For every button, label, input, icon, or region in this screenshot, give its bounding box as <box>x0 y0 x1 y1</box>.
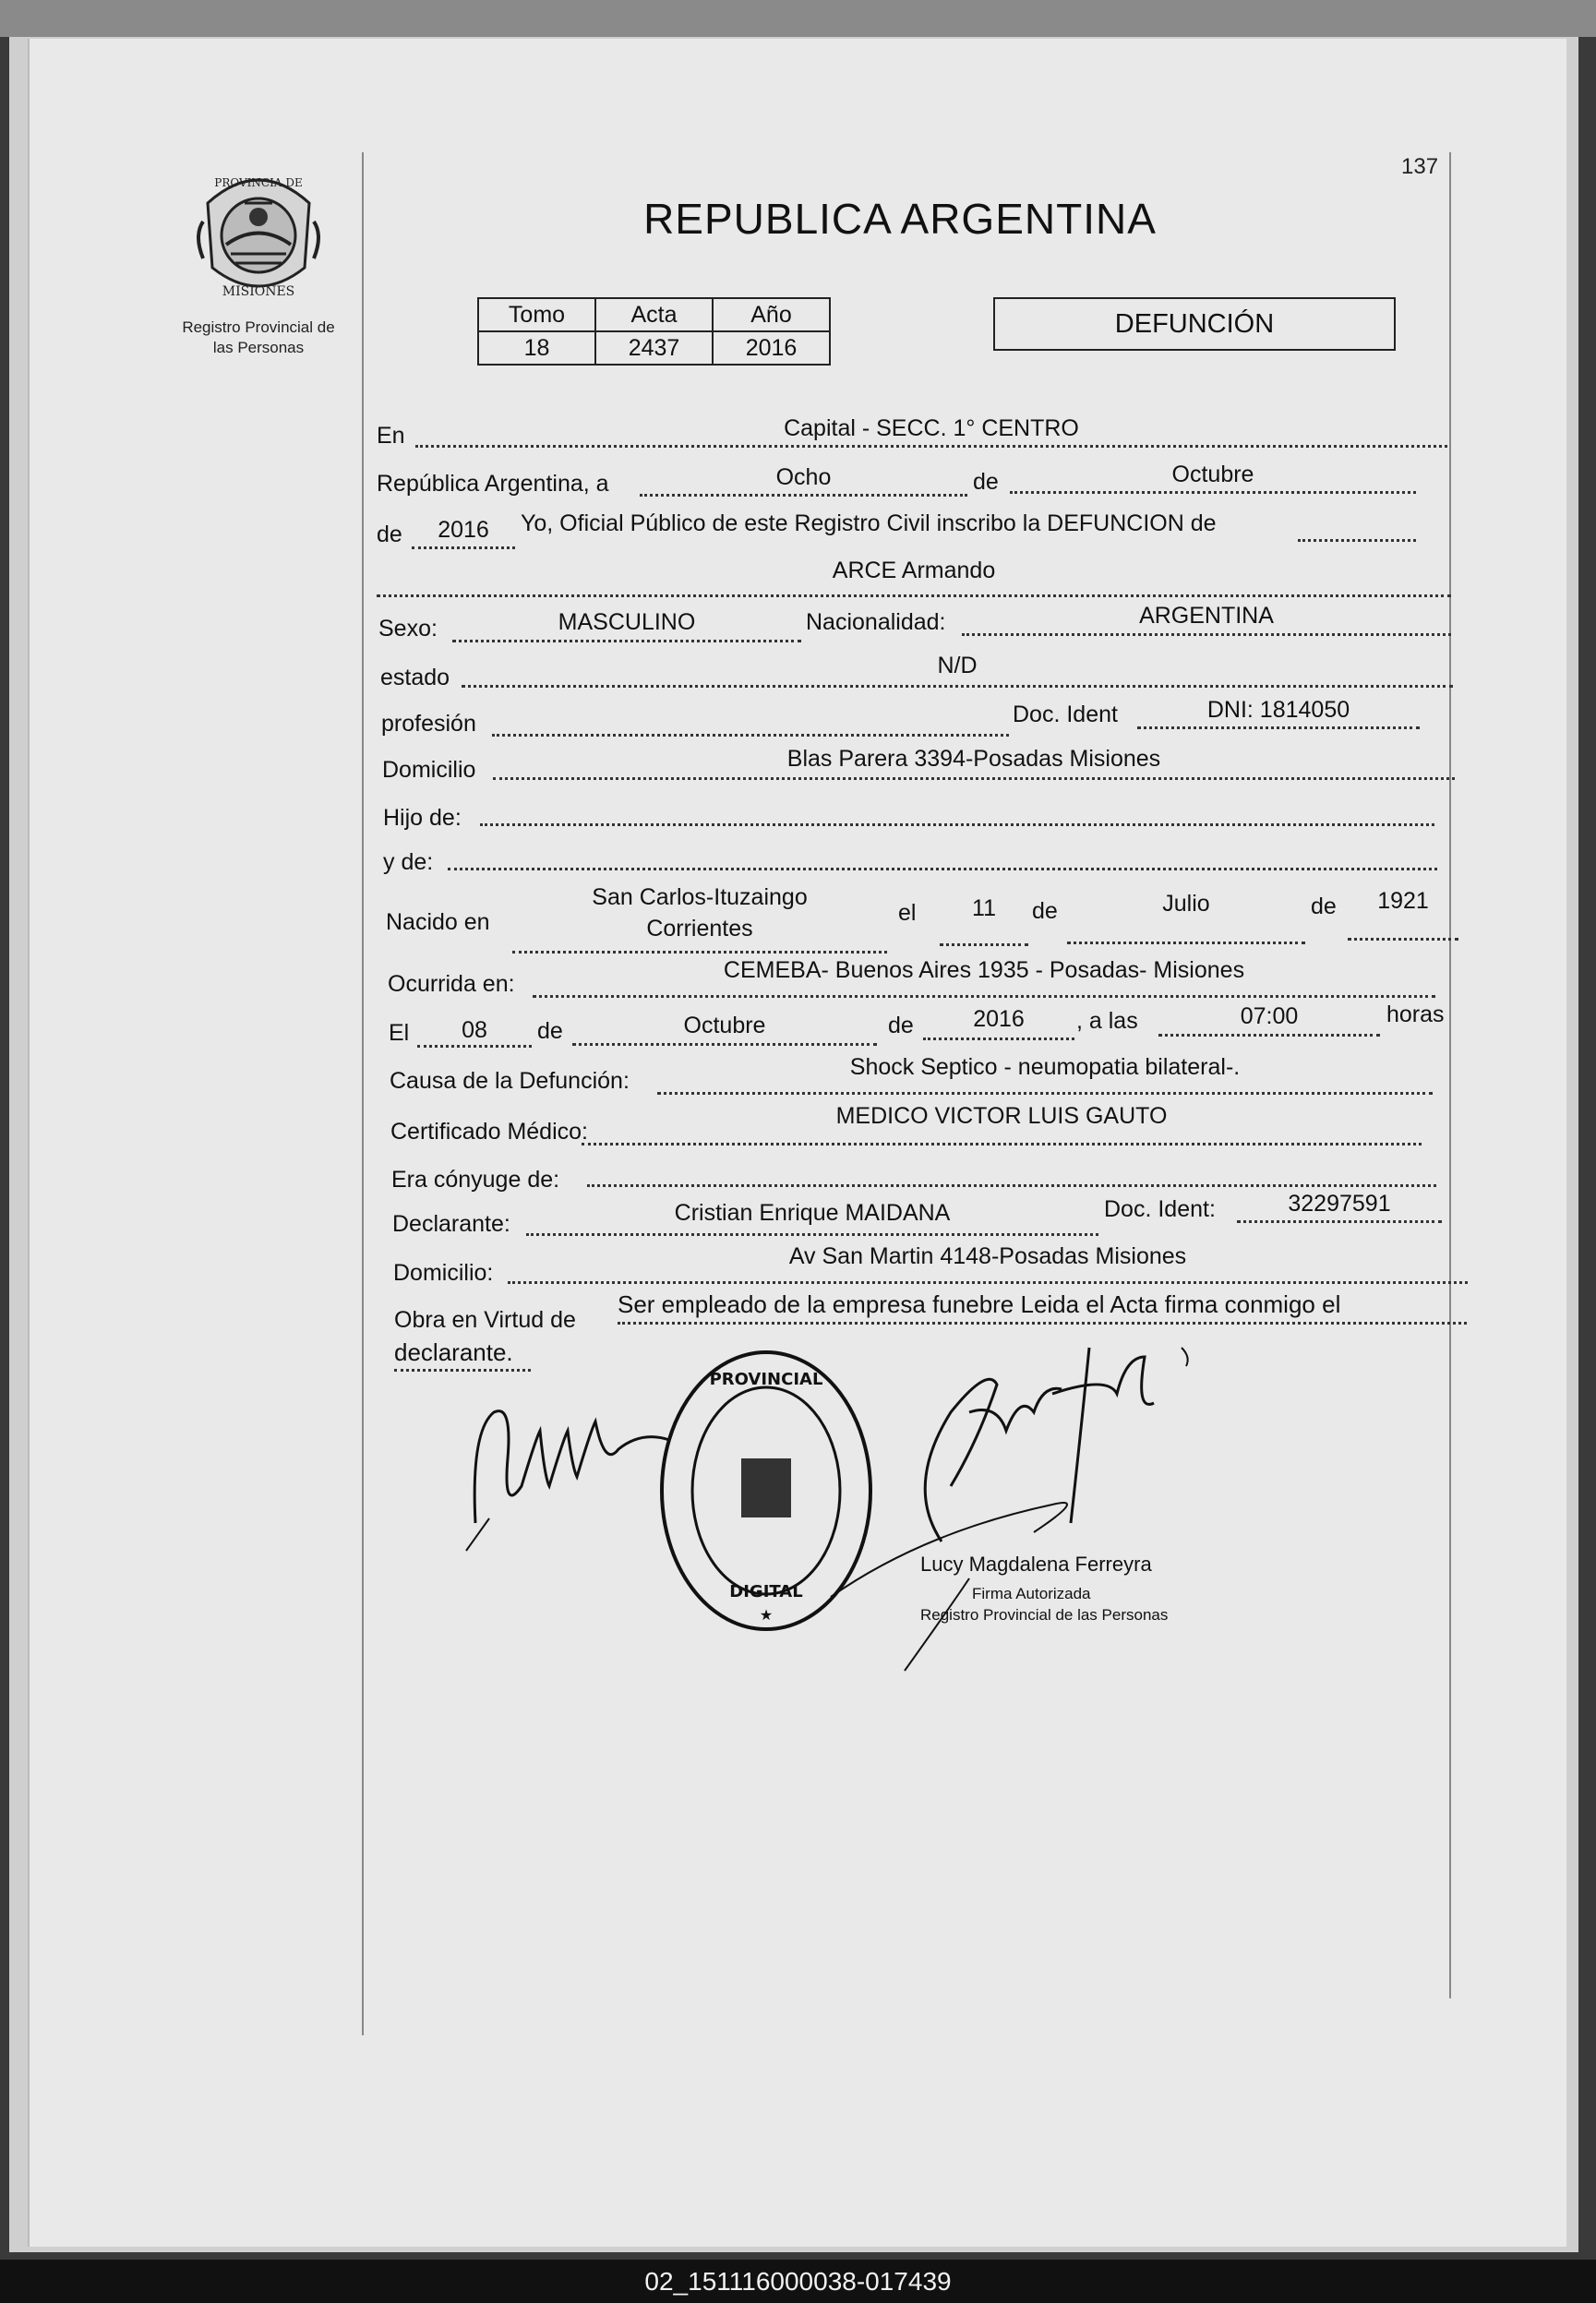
ocurrida-line <box>533 995 1435 998</box>
svg-text:MISIONES: MISIONES <box>222 284 295 299</box>
certificado-value: MEDICO VICTOR LUIS GAUTO <box>835 1103 1168 1129</box>
day-value: Ocho <box>775 464 832 490</box>
sexo-label: Sexo: <box>378 616 438 642</box>
death-year: 2016 <box>973 1006 1025 1032</box>
svg-text:PROVINCIAL: PROVINCIAL <box>709 1370 823 1389</box>
conyuge-label: Era cónyuge de: <box>391 1167 560 1193</box>
doc-ident-label-2: Doc. Ident: <box>1104 1196 1216 1222</box>
nacionalidad-value: ARGENTINA <box>1139 603 1274 629</box>
y-de-line <box>448 868 1437 870</box>
doc-ident-label: Doc. Ident <box>1013 702 1118 727</box>
day-line <box>640 494 967 497</box>
reference-table-header-row <box>478 298 830 331</box>
header-anio: Año <box>713 298 830 331</box>
doc-ident-line-2 <box>1237 1220 1442 1223</box>
el-label-2: El <box>389 1020 410 1046</box>
conyuge-line <box>587 1184 1436 1187</box>
death-month-line <box>572 1043 877 1046</box>
registry-label-line2: las Personas <box>212 339 305 356</box>
causa-line <box>657 1092 1433 1095</box>
svg-text:PROVINCIA DE: PROVINCIA DE <box>214 176 303 189</box>
profesion-label: profesión <box>381 711 476 737</box>
estado-label: estado <box>380 665 450 690</box>
death-day: 08 <box>462 1017 487 1043</box>
background-top <box>0 0 1596 37</box>
birth-day: 11 <box>972 895 996 921</box>
nacionalidad-label: Nacionalidad: <box>806 609 946 635</box>
birthplace-line <box>512 951 887 954</box>
de-label-4: de <box>1311 894 1337 919</box>
value-anio: 2016 <box>713 331 830 365</box>
domicilio-value: Blas Parera 3394-Posadas Misiones <box>786 746 1161 772</box>
birth-day-line <box>940 943 1028 946</box>
y-de-label: y de: <box>383 849 434 875</box>
declarante-line <box>526 1233 1098 1236</box>
declarant-signature <box>457 1375 678 1560</box>
header-acta: Acta <box>595 298 713 331</box>
reference-table <box>477 297 831 366</box>
death-year-line <box>923 1038 1074 1040</box>
record-type-box: DEFUNCIÓN <box>993 297 1396 351</box>
obra-value: Ser empleado de la empresa funebre Leida el Acta firma conmigo el <box>618 1290 1341 1318</box>
name-line <box>377 594 1451 597</box>
el-label: el <box>898 900 917 926</box>
nacido-label: Nacido en <box>386 909 490 935</box>
de-label-5: de <box>537 1018 563 1044</box>
ocurrida-value: CEMEBA- Buenos Aires 1935 - Posadas- Misiones <box>723 957 1245 983</box>
svg-text:DIGITAL: DIGITAL <box>729 1582 803 1601</box>
domicilio-value-2: Av San Martin 4148-Posadas Misiones <box>788 1243 1187 1269</box>
doc-ident-value: DNI: 1814050 <box>1206 697 1350 723</box>
reference-table-value-row <box>478 331 830 365</box>
page-title: REPUBLICA ARGENTINA <box>643 195 1157 243</box>
signatory-role: Firma Autorizada <box>972 1585 1091 1602</box>
yo-text: Yo, Oficial Público de este Registro Civil inscribo la DEFUNCION de <box>521 510 1217 536</box>
registry-label-line1: Registro Provincial de <box>182 318 335 336</box>
en-value: Capital - SECC. 1° CENTRO <box>784 415 1079 441</box>
hijo-label: Hijo de: <box>383 805 462 831</box>
page-number: 137 <box>1401 154 1439 179</box>
birthplace-line1: San Carlos-Ituzaingo <box>592 884 808 910</box>
death-day-line <box>417 1045 532 1048</box>
birth-month-line <box>1067 942 1305 944</box>
year-line <box>412 546 515 549</box>
estado-line <box>462 685 1453 688</box>
month-value: Octubre <box>1171 462 1254 487</box>
obra-line-2 <box>394 1369 531 1372</box>
certificado-label: Certificado Médico: <box>390 1119 588 1145</box>
domicilio-line-2 <box>508 1281 1468 1284</box>
obra-value-2: declarante. <box>394 1338 513 1366</box>
certificado-line <box>582 1143 1422 1146</box>
obra-label: Obra en Virtud de <box>394 1307 576 1333</box>
right-margin-line <box>1449 152 1451 1998</box>
signatory-name: Lucy Magdalena Ferreyra <box>920 1553 1152 1576</box>
de-label-3: de <box>1032 898 1058 924</box>
year-value: 2016 <box>438 517 489 543</box>
registry-label <box>157 318 360 358</box>
value-acta: 2437 <box>595 331 713 365</box>
horas-label: horas <box>1386 1002 1445 1027</box>
de-label-6: de <box>888 1013 914 1038</box>
death-time-line <box>1158 1034 1380 1037</box>
death-time: 07:00 <box>1240 1003 1299 1029</box>
birth-year-line <box>1348 938 1458 941</box>
causa-label: Causa de la Defunción: <box>390 1068 630 1094</box>
nacionalidad-line <box>962 633 1451 636</box>
causa-value: Shock Septico - neumopatia bilateral-. <box>849 1054 1241 1080</box>
header-tomo: Tomo <box>478 298 595 331</box>
declarante-value: Cristian Enrique MAIDANA <box>674 1200 951 1226</box>
ocurrida-label: Ocurrida en: <box>388 971 515 997</box>
doc-ident-line <box>1137 726 1420 729</box>
en-line <box>415 445 1447 448</box>
sexo-line <box>452 640 801 642</box>
death-month: Octubre <box>683 1013 766 1038</box>
doc-ident-value-2: 32297591 <box>1288 1191 1391 1217</box>
file-id-footer: 02_151116000038-017439 <box>0 2260 1596 2303</box>
domicilio-line <box>493 777 1455 780</box>
estado-value: N/D <box>937 653 978 678</box>
deceased-name: ARCE Armando <box>832 558 996 583</box>
month-line <box>1010 491 1416 494</box>
profesion-line <box>492 734 1009 737</box>
domicilio-label-2: Domicilio: <box>393 1260 494 1286</box>
domicilio-label: Domicilio <box>382 757 476 783</box>
birth-year: 1921 <box>1377 888 1429 914</box>
sexo-value: MASCULINO <box>558 609 696 635</box>
republica-label: República Argentina, a <box>377 471 609 497</box>
signatory-office: Registro Provincial de las Personas <box>920 1606 1169 1624</box>
de-label-2: de <box>377 522 402 547</box>
de-label-1: de <box>973 469 999 495</box>
birthplace-line2: Corrientes <box>646 916 753 942</box>
hijo-line <box>480 823 1434 826</box>
provincial-emblem <box>189 166 328 305</box>
svg-text:★: ★ <box>759 1608 774 1624</box>
birth-month: Julio <box>1162 891 1210 917</box>
en-label: En <box>377 423 405 449</box>
left-margin-line <box>362 152 364 2035</box>
value-tomo: 18 <box>478 331 595 365</box>
a-las-label: , a las <box>1076 1008 1138 1034</box>
declarante-label: Declarante: <box>392 1211 510 1237</box>
yo-line-end <box>1298 539 1416 542</box>
